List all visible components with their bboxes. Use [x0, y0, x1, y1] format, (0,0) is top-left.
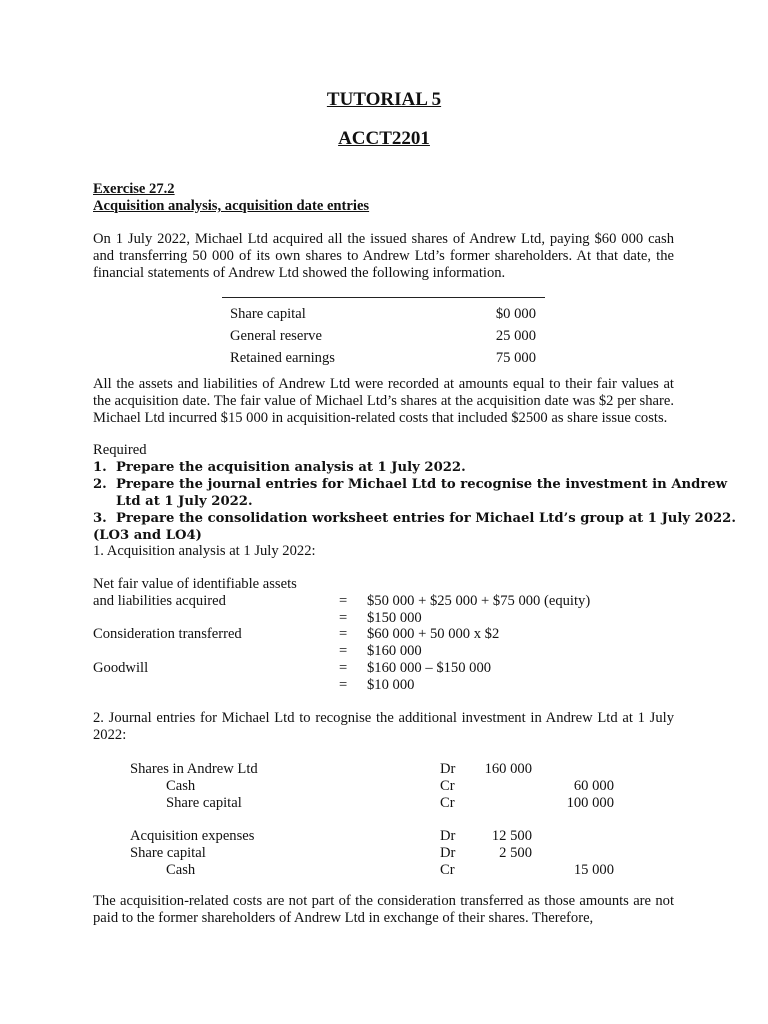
analysis-value-net-assets: $150 000: [367, 610, 422, 626]
analysis-heading: 1. Acquisition analysis at 1 July 2022:: [93, 543, 316, 559]
requirement-1: Prepare the acquisition analysis at 1 July 2022.: [116, 460, 466, 475]
learning-outcomes: (LO3 and LO4): [93, 528, 202, 543]
analysis-value-goodwill-calc: $160 000 – $150 000: [367, 660, 492, 676]
equals-sign: =: [339, 677, 348, 693]
journal-debit-amount: 2 500: [499, 845, 532, 861]
requirement-3-number: 3.: [93, 511, 107, 526]
journal-account: Shares in Andrew Ltd: [130, 761, 258, 777]
journal-credit-amount: 60 000: [573, 778, 614, 794]
analysis-label-liabilities: and liabilities acquired: [93, 593, 226, 609]
exercise-number: Exercise 27.2: [93, 181, 175, 197]
journal-dr-cr: Dr: [440, 845, 456, 861]
journal-account: Cash: [166, 862, 196, 878]
requirement-2-line1: Prepare the journal entries for Michael Ltd to recognise the investment in Andrew: [116, 477, 728, 492]
journal-dr-cr: Dr: [440, 761, 456, 777]
analysis-label-net-fair-value: Net fair value of identifiable assets: [93, 576, 297, 592]
equity-table-label: Share capital: [230, 306, 306, 322]
equals-sign: =: [339, 660, 348, 676]
journal-account: Share capital: [130, 845, 206, 861]
equity-table-label: General reserve: [230, 328, 322, 344]
journal-heading: 2. Journal entries for Michael Ltd to recognise the additional investment in Andrew Ltd at 1 July 2022:: [93, 710, 674, 743]
analysis-label-goodwill: Goodwill: [93, 660, 149, 676]
equals-sign: =: [339, 626, 348, 642]
closing-paragraph: The acquisition-related costs are not part of the consideration transferred as those amounts are not paid to the former shareholders of Andrew Ltd in exchange of their shares. Therefore,: [93, 893, 674, 926]
analysis-label-consideration: Consideration transferred: [93, 626, 242, 642]
analysis-value-equity-sum: $50 000 + $25 000 + $75 000 (equity): [367, 593, 591, 609]
exercise-subtitle: Acquisition analysis, acquisition date entries: [93, 198, 370, 214]
course-code: ACCT2201: [338, 128, 430, 149]
equity-table-value: 75 000: [495, 350, 536, 366]
equals-sign: =: [339, 643, 348, 659]
requirement-2-line2: Ltd at 1 July 2022.: [116, 494, 253, 509]
journal-dr-cr: Cr: [440, 778, 455, 794]
journal-account: Cash: [166, 778, 196, 794]
table-top-rule: [222, 297, 545, 298]
equity-table-value: 25 000: [495, 328, 536, 344]
journal-credit-amount: 100 000: [566, 795, 614, 811]
required-label: Required: [93, 442, 147, 458]
equals-sign: =: [339, 610, 348, 626]
equity-table-label: Retained earnings: [230, 350, 335, 366]
requirement-1-number: 1.: [93, 460, 107, 475]
journal-credit-amount: 15 000: [573, 862, 614, 878]
journal-dr-cr: Cr: [440, 795, 455, 811]
journal-account: Acquisition expenses: [130, 828, 255, 844]
journal-debit-amount: 160 000: [484, 761, 532, 777]
equity-table-value: $0 000: [495, 306, 536, 322]
tutorial-title: TUTORIAL 5: [326, 89, 442, 110]
requirement-2-number: 2.: [93, 477, 107, 492]
journal-dr-cr: Cr: [440, 862, 455, 878]
intro-paragraph: On 1 July 2022, Michael Ltd acquired all the issued shares of Andrew Ltd, paying $60 000 cash and transferring 50 000 of its own shares to Andrew Ltd’s former shareholders. At that date, the financial statements of Andrew Ltd showed the following information.: [93, 231, 674, 281]
analysis-value-goodwill: $10 000: [367, 677, 415, 693]
facts-paragraph: All the assets and liabilities of Andrew Ltd were recorded at amounts equal to their fair values at the acquisition date. The fair value of Michael Ltd’s shares at the acquisition date was $2 per share. Michael Ltd incurred $15 000 in acquisition-related costs that included $2500 as share issue costs.: [93, 376, 674, 426]
requirement-3: Prepare the consolidation worksheet entries for Michael Ltd’s group at 1 July 2022.: [116, 511, 736, 526]
journal-debit-amount: 12 500: [491, 828, 532, 844]
analysis-value-consideration: $160 000: [367, 643, 422, 659]
analysis-value-consideration-calc: $60 000 + 50 000 x $2: [367, 626, 500, 642]
journal-account: Share capital: [166, 795, 242, 811]
journal-dr-cr: Dr: [440, 828, 456, 844]
equals-sign: =: [339, 593, 348, 609]
